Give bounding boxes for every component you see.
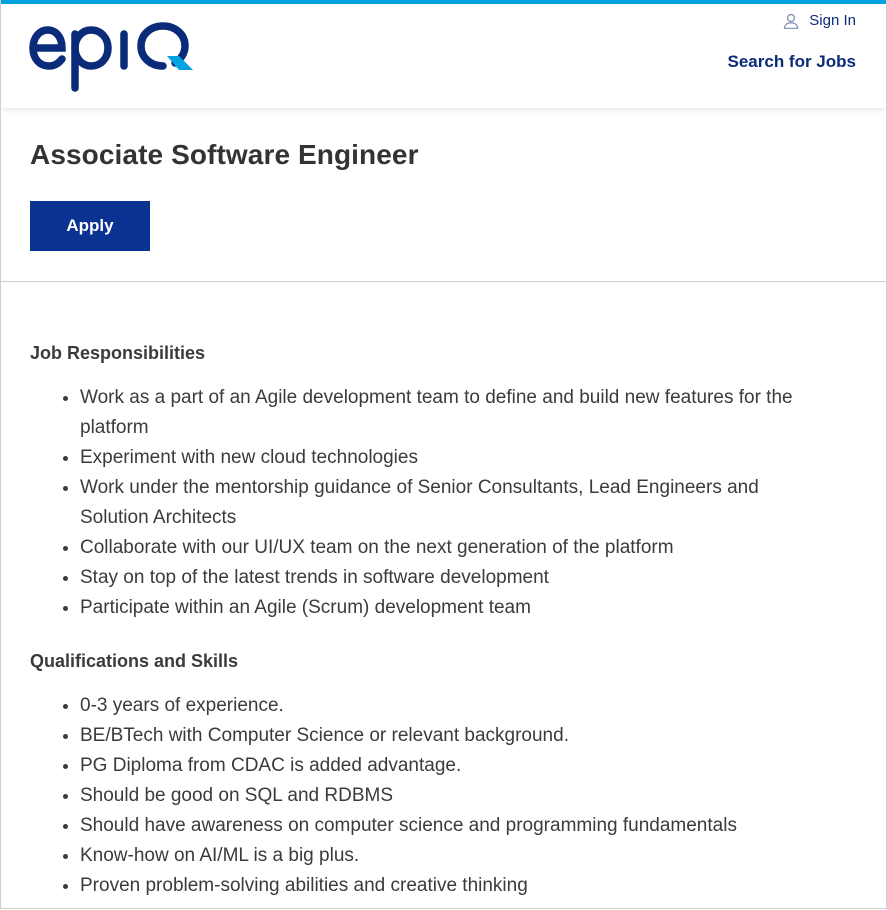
list-item: Collaborate with our UI/UX team on the next generation of the platform <box>80 533 810 563</box>
list-item: PG Diploma from CDAC is added advantage. <box>80 751 810 781</box>
qualifications-heading: Qualifications and Skills <box>30 651 239 671</box>
sign-in-link[interactable] <box>783 12 856 29</box>
search-for-jobs-link[interactable]: Search for Jobs <box>727 52 856 71</box>
qualifications-list <box>30 691 830 901</box>
sign-in-label: Sign In <box>809 12 856 29</box>
job-description <box>30 341 830 901</box>
apply-button[interactable]: Apply <box>30 201 150 251</box>
list-item: Stay on top of the latest trends in software development <box>80 563 810 593</box>
list-item: BE/BTech with Computer Science or relevant background. <box>80 721 810 751</box>
list-item: Participate within an Agile (Scrum) development team <box>80 593 810 623</box>
user-icon <box>783 13 799 29</box>
job-header <box>1 108 886 282</box>
site-header <box>1 4 886 108</box>
responsibilities-heading: Job Responsibilities <box>30 343 206 363</box>
list-item: Know-how on AI/ML is a big plus. <box>80 841 810 871</box>
section-spacer <box>30 623 830 649</box>
list-item: Experiment with new cloud technologies <box>80 443 810 473</box>
logo-accent <box>167 56 193 70</box>
epiq-logo[interactable] <box>29 22 195 94</box>
list-item: Work as a part of an Agile development team to define and build new features for the platform <box>80 383 810 443</box>
list-item: 0-3 years of experience. <box>80 691 810 721</box>
job-title: Associate Software Engineer <box>30 139 419 170</box>
responsibilities-list <box>30 383 830 623</box>
list-item: Should be good on SQL and RDBMS <box>80 781 810 811</box>
list-item: Proven problem-solving abilities and creative thinking <box>80 871 810 901</box>
list-item: Work under the mentorship guidance of Senior Consultants, Lead Engineers and Solution Architects <box>80 473 810 533</box>
list-item: Should have awareness on computer science and programming fundamentals <box>80 811 810 841</box>
